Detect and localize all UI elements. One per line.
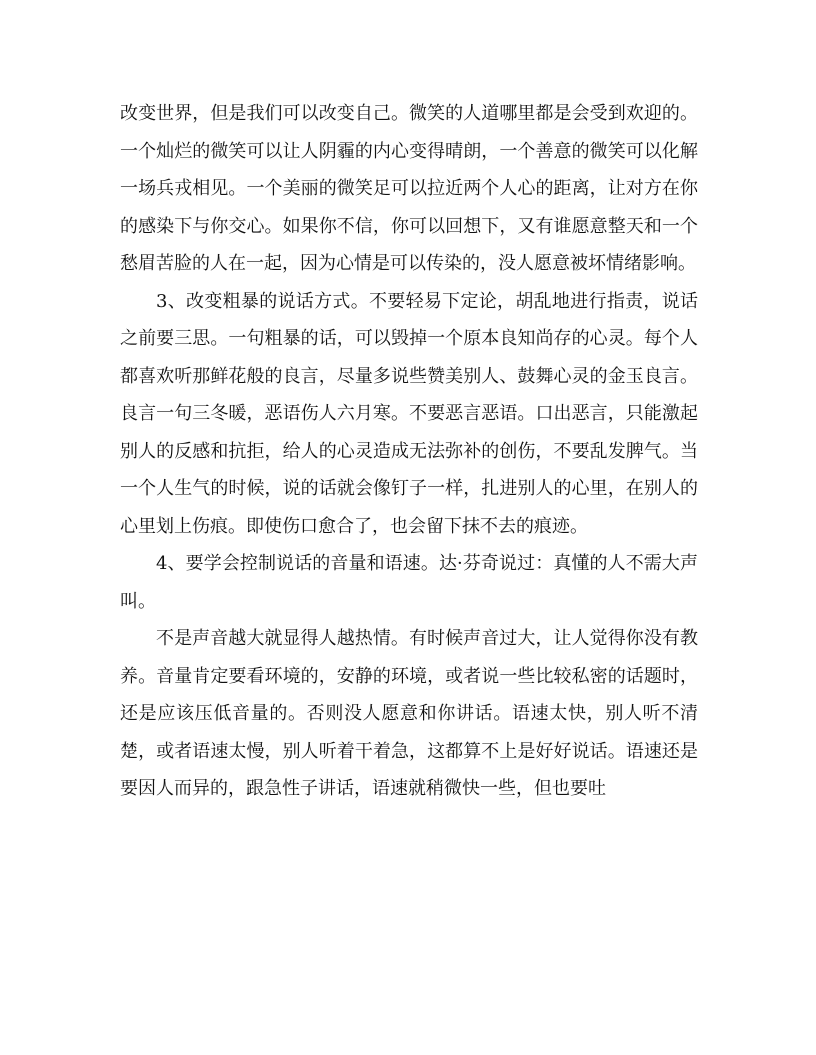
document-body [120,95,698,808]
paragraph-point-3: 3、改变粗暴的说话方式。不要轻易下定论，胡乱地进行指责，说话之前要三思。一句粗暴的话，可以毁掉一个原本良知尚存的心灵。每个人都喜欢听那鲜花般的良言，尽量多说些赞美别人、鼓舞心灵的金玉良言。良言一句三冬暖，恶语伤人六月寒。不要恶言恶语。口出恶言，只能激起别人的反感和抗拒，给人的心灵造成无法弥补的创伤，不要乱发脾气。当一个人生气的时候，说的话就会像钉子一样，扎进别人的心里，在别人的心里划上伤痕。即使伤口愈合了，也会留下抹不去的痕迹。 [120,290,698,537]
paragraph-volume-speed: 不是声音越大就显得人越热情。有时候声音过大，让人觉得你没有教养。音量肯定要看环境的，安静的环境，或者说一些比较私密的话题时，还是应该压低音量的。否则没人愿意和你讲话。语速太快，别人听不清楚，或者语速太慢，别人听着干着急，这都算不上是好好说话。语速还是要因人而异的，跟急性子讲话，语速就稍微快一些，但也要吐 [120,628,698,799]
paragraph-point-4: 4、要学会控制说话的音量和语速。达·芬奇说过：真懂的人不需大声叫。 [120,553,698,612]
paragraph-smile: 改变世界，但是我们可以改变自己。微笑的人道哪里都是会受到欢迎的。一个灿烂的微笑可以让人阴霾的内心变得晴朗，一个善意的微笑可以化解一场兵戎相见。一个美丽的微笑足可以拉近两个人心的距离，让对方在你的感染下与你交心。如果你不信，你可以回想下，又有谁愿意整天和一个愁眉苦脸的人在一起，因为心情是可以传染的，没人愿意被坏情绪影响。 [120,103,698,274]
